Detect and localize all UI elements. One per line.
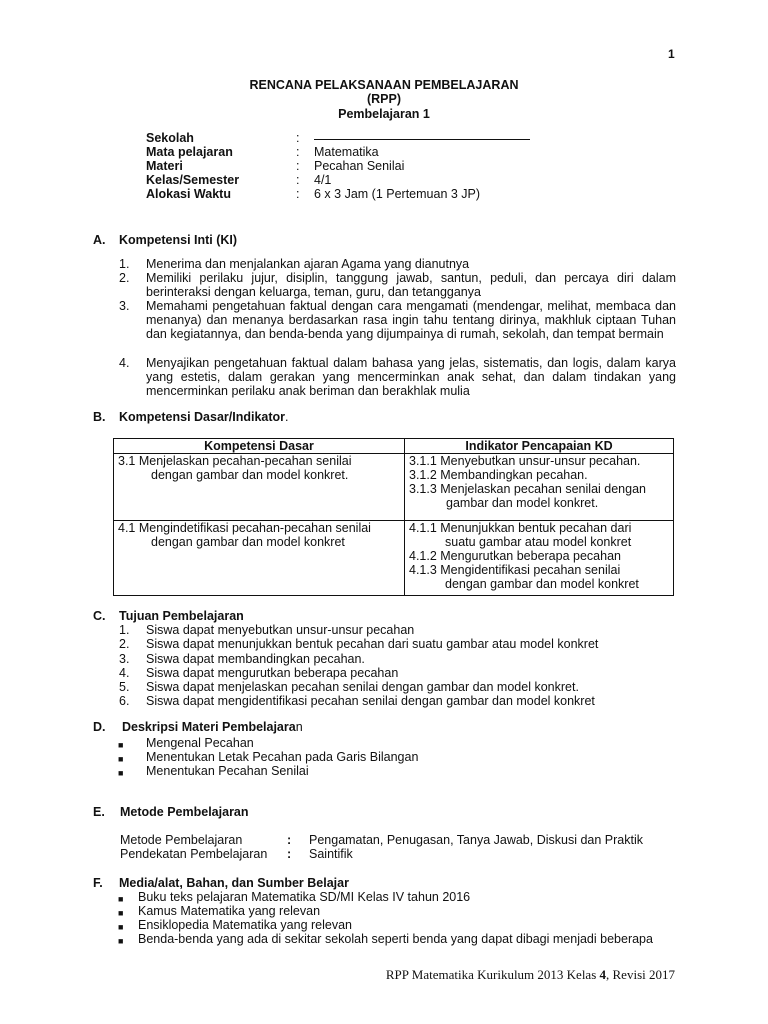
info-label-sekolah: Sekolah [146, 131, 194, 145]
kd-table [113, 438, 674, 596]
square-bullet-icon: ■ [118, 768, 124, 778]
footer-suffix: , Revisi 2017 [606, 967, 675, 982]
pendekatan-value: Saintifik [309, 847, 353, 861]
square-bullet-icon: ■ [118, 936, 124, 946]
tujuan-item-3: Siswa dapat membandingkan pecahan. [146, 652, 365, 666]
square-bullet-icon: ■ [118, 740, 124, 750]
sumber-item-4: Benda-benda yang ada di sekitar sekolah seperti benda yang dapat dibagi menjadi beberapa [138, 932, 653, 946]
sumber-item-2: Kamus Matematika yang relevan [138, 904, 321, 918]
square-bullet-icon: ■ [118, 894, 124, 904]
tujuan-item-2: Siswa dapat menunjukkan bentuk pecahan dari suatu gambar atau model konkret [146, 637, 599, 651]
indikator-line: dengan gambar dan model konkret [445, 577, 639, 591]
info-label-alokasi-waktu: Alokasi Waktu [146, 187, 231, 201]
page-footer [386, 968, 675, 982]
document-title: RENCANA PELAKSANAAN PEMBELAJARAN [249, 78, 519, 92]
tujuan-item-6: Siswa dapat mengidentifikasi pecahan senilai dengan gambar dan model konkret [146, 694, 595, 708]
info-value-alokasi-waktu: 6 x 3 Jam (1 Pertemuan 3 JP) [314, 187, 481, 201]
list-number: 6. [119, 694, 130, 708]
document-subtitle: (RPP) [366, 92, 402, 106]
materi-item-2: Menentukan Letak Pecahan pada Garis Bilangan [146, 750, 419, 764]
pendekatan-label: Pendekatan Pembelajaran [120, 847, 268, 861]
list-number: 1. [119, 257, 130, 271]
metode-value: Pengamatan, Penugasan, Tanya Jawab, Diskusi dan Praktik [309, 833, 643, 847]
info-colon: : [296, 173, 300, 187]
list-number: 5. [119, 680, 130, 694]
section-a-letter: A. [93, 233, 106, 247]
indikator-line: 4.1.2 Mengurutkan beberapa pecahan [409, 549, 621, 563]
square-bullet-icon: ■ [118, 754, 124, 764]
info-colon: : [296, 145, 300, 159]
materi-item-3: Menentukan Pecahan Senilai [146, 764, 309, 778]
ki-item-4: Menyajikan pengetahuan faktual dalam bahasa yang jelas, sistematis, dan logis, dalam karya yang estetis, dalam gerakan yang mencerminkan anak sehat, dan dalam tindakan yang mencerminkan perilaku anak beriman dan berakhlak mulia [146, 356, 676, 398]
tujuan-item-4: Siswa dapat mengurutkan beberapa pecahan [146, 666, 399, 680]
info-value-sekolah-blank [314, 129, 530, 143]
list-number: 2. [119, 271, 130, 285]
info-value-mata-pelajaran: Matematika [314, 145, 379, 159]
table-header-row [114, 439, 674, 454]
table-row [114, 521, 674, 596]
table-cell-indikator [405, 521, 674, 596]
indikator-line: 3.1.1 Menyebutkan unsur-unsur pecahan. [409, 454, 641, 468]
table-row [114, 454, 674, 521]
section-b-title: Kompetensi Dasar/Indikator [119, 410, 286, 424]
kd-text-line: 3.1 Menjelaskan pecahan-pecahan senilai [118, 454, 352, 468]
table-cell-kd [114, 454, 405, 521]
info-colon: : [296, 187, 300, 201]
page-number: 1 [668, 47, 675, 61]
info-colon: : [296, 159, 300, 173]
blank-line [314, 130, 530, 140]
section-a-title: Kompetensi Inti (KI) [119, 233, 238, 247]
section-f-letter: F. [93, 876, 103, 890]
list-number: 1. [119, 623, 130, 637]
list-number: 4. [119, 666, 130, 680]
section-d-letter: D. [93, 720, 106, 734]
info-value-materi: Pecahan Senilai [314, 159, 405, 173]
section-b-letter: B. [93, 410, 106, 424]
section-b-title-wrap [119, 410, 289, 424]
list-number: 4. [119, 356, 130, 370]
info-label-mata-pelajaran: Mata pelajaran [146, 145, 233, 159]
metode-colon: : [287, 833, 292, 847]
info-colon: : [296, 131, 300, 145]
list-number: 2. [119, 637, 130, 651]
square-bullet-icon: ■ [118, 908, 124, 918]
footer-grade: 4 [599, 967, 607, 982]
column-header-kompetensi-dasar: Kompetensi Dasar [114, 439, 405, 454]
info-label-kelas-semester: Kelas/Semester [146, 173, 240, 187]
section-b-period: . [285, 410, 289, 424]
section-d-title: Deskripsi Materi Pembelajara [122, 720, 296, 734]
pendekatan-colon: : [287, 847, 292, 861]
tujuan-item-5: Siswa dapat menjelaskan pecahan senilai dengan gambar dan model konkret. [146, 680, 579, 694]
footer-prefix: RPP Matematika Kurikulum 2013 Kelas [385, 967, 600, 982]
section-c-letter: C. [93, 609, 106, 623]
sumber-item-1: Buku teks pelajaran Matematika SD/MI Kelas IV tahun 2016 [138, 890, 471, 904]
sumber-item-3: Ensiklopedia Matematika yang relevan [138, 918, 353, 932]
table-cell-indikator [405, 454, 674, 521]
kd-text-line: dengan gambar dan model konkret [151, 535, 345, 549]
ki-item-3: Memahami pengetahuan faktual dengan cara mengamati (mendengar, melihat, membaca dan menanya) dan menanya berdasarkan rasa ingin tahu tentang dirinya, makhluk ciptaan Tuhan dan kegiatannya, dan benda-benda yang dijumpainya di rumah, sekolah, dan tempat bermain [146, 299, 676, 341]
section-f-title: Media/alat, Bahan, dan Sumber Belajar [119, 876, 349, 890]
indikator-line: 4.1.1 Menunjukkan bentuk pecahan dari [409, 521, 632, 535]
section-d-title-tail: n [295, 720, 303, 734]
list-number: 3. [119, 652, 130, 666]
section-c-title: Tujuan Pembelajaran [119, 609, 244, 623]
tujuan-item-1: Siswa dapat menyebutkan unsur-unsur pecahan [146, 623, 415, 637]
indikator-line: suatu gambar atau model konkret [445, 535, 632, 549]
indikator-line: gambar dan model konkret. [446, 496, 599, 510]
info-label-materi: Materi [146, 159, 183, 173]
indikator-line: 3.1.3 Menjelaskan pecahan senilai dengan [409, 482, 646, 496]
lesson-title: Pembelajaran 1 [338, 107, 430, 121]
kd-text-line: dengan gambar dan model konkret. [151, 468, 349, 482]
indikator-line: 3.1.2 Membandingkan pecahan. [409, 468, 588, 482]
ki-item-2: Memiliki perilaku jujur, disiplin, tanggung jawab, santun, peduli, dan percaya diri dalam berinteraksi dengan keluarga, teman, guru, dan tetangganya [146, 271, 676, 299]
column-header-indikator: Indikator Pencapaian KD [405, 439, 674, 454]
square-bullet-icon: ■ [118, 922, 124, 932]
table-cell-kd [114, 521, 405, 596]
list-number: 3. [119, 299, 130, 313]
section-e-letter: E. [93, 805, 105, 819]
indikator-line: 4.1.3 Mengidentifikasi pecahan senilai [409, 563, 621, 577]
section-e-title: Metode Pembelajaran [120, 805, 249, 819]
kd-text-line: 4.1 Mengindetifikasi pecahan-pecahan senilai [118, 521, 371, 535]
metode-label: Metode Pembelajaran [120, 833, 243, 847]
info-value-kelas-semester: 4/1 [314, 173, 332, 187]
ki-item-1: Menerima dan menjalankan ajaran Agama yang dianutnya [146, 257, 470, 271]
section-d-title-wrap [122, 720, 303, 734]
materi-item-1: Mengenal Pecahan [146, 736, 254, 750]
